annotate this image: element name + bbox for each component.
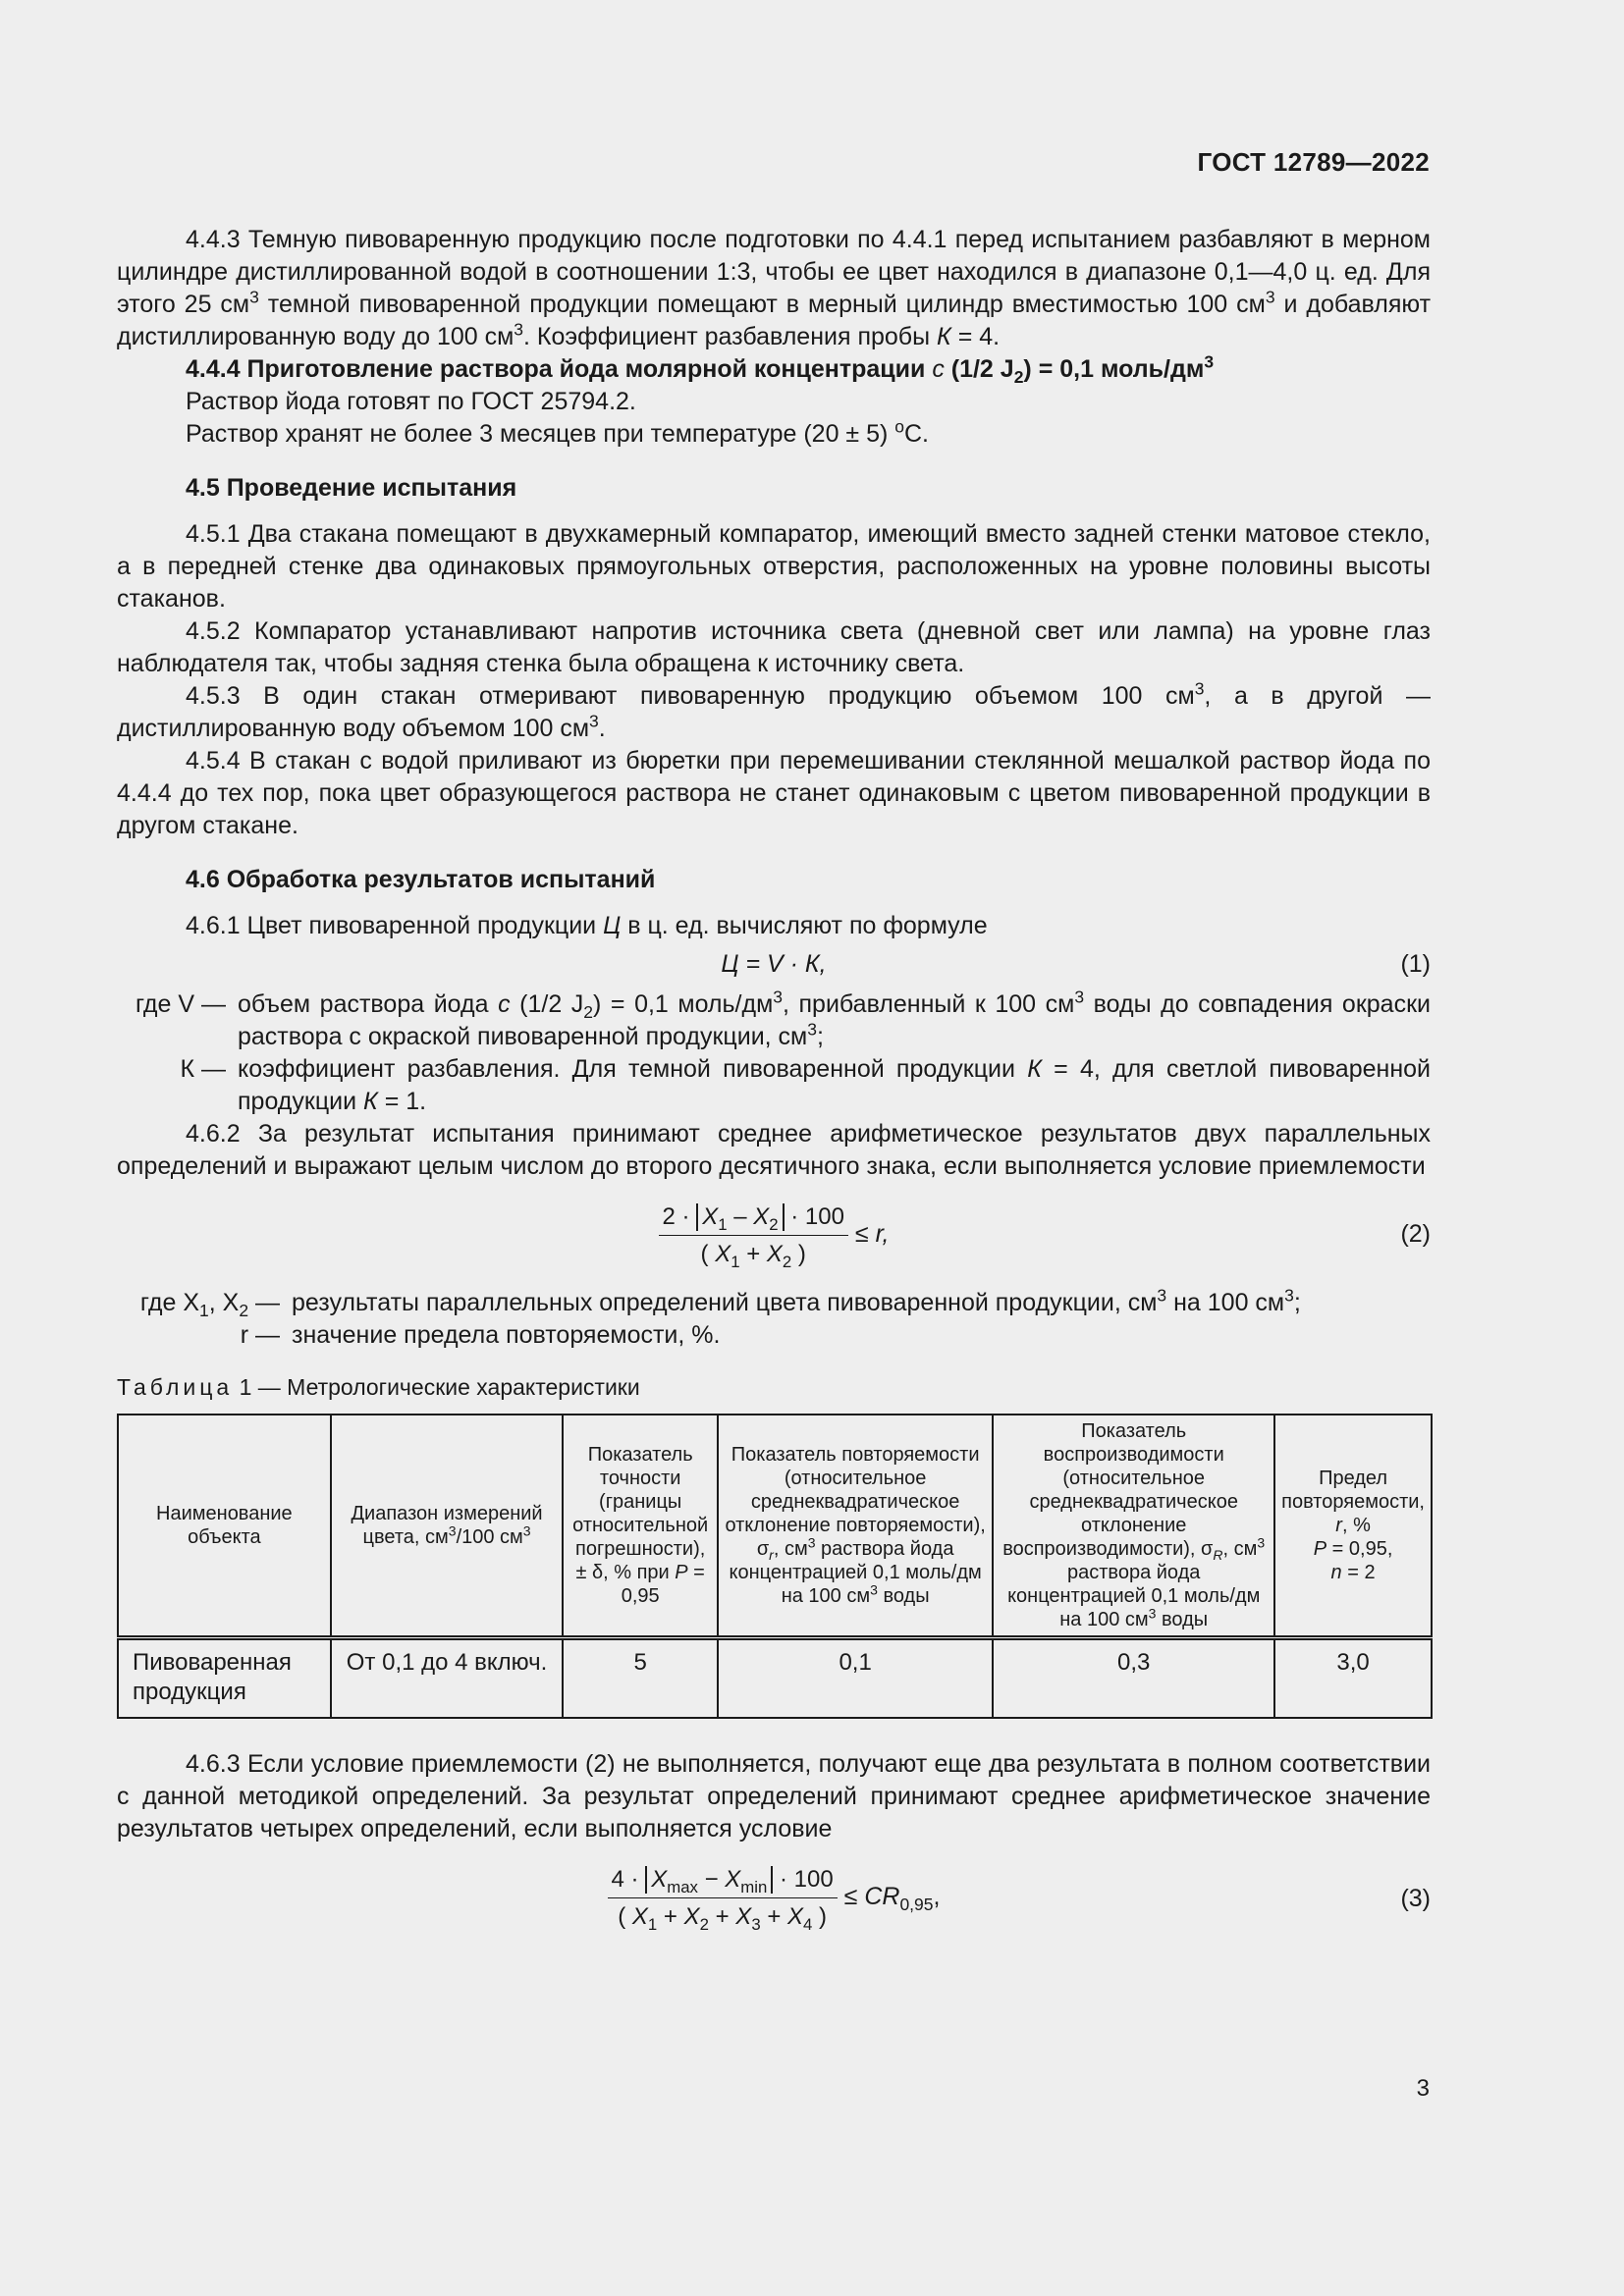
- para-4-6-1: 4.6.1 Цвет пивоваренной продукции Ц в ц. ед. вычисляют по формуле: [186, 912, 988, 939]
- where-desc-r: значение предела повторяемости, %.: [292, 1321, 721, 1349]
- formula-1: Ц = V · К, (1): [117, 948, 1431, 981]
- para-4-4-3: 4.4.3 Темную пивоваренную продукцию после подготовки по 4.4.1 перед испытанием разбавляют в мерном цилиндре дистиллированной водой в соотношении 1:3, чтобы ее цвет находился в диапазоне 0,1—4,0 ц. ед. Для этого 25 $см^3$ темной пивоваренной продукции помещают в мерный цилиндр вместимостью 100 $см^3$ и добавляют дистиллированную воду до 100 $см^3$. Коэффициент разбавления пробы К = 4.: [117, 226, 1432, 350]
- table-row: [118, 1638, 1432, 1719]
- cell-repeatability: 0,1: [718, 1638, 993, 1719]
- para-4-6-2: 4.6.2 За результат испытания принимают среднее арифметическое результатов двух параллельных определений и выражают целым числом до второго десятичного знака, если выполняется условие приемлемости: [117, 1120, 1431, 1180]
- where-list-2: [117, 1287, 1431, 1352]
- doc-id-header: ГОСТ 12789—2022: [1197, 147, 1430, 177]
- para-4-4-4-2: Раствор хранят не более 3 месяцев при температуре (20 ± 5) $^о$С.: [186, 416, 929, 448]
- where-label-v: где V —: [135, 990, 226, 1018]
- cell-range: От 0,1 до 4 включ.: [331, 1638, 564, 1719]
- heading-4-4-4: 4.4.4 Приготовление раствора йода молярной концентрации с (1/2 $J_2) = 0,1$ моль/$дм^3$: [186, 351, 1215, 387]
- heading-4-5: 4.5 Проведение испытания: [186, 474, 517, 502]
- where-label-r: r —: [240, 1321, 280, 1349]
- col-header-repeatability-limit: Предел повторяемости, r, % P = 0,95, n = 2: [1274, 1415, 1432, 1638]
- metrology-table: [117, 1414, 1433, 1719]
- table-caption: Таблица 1 — Метрологические характеристики: [117, 1374, 640, 1400]
- abs-bars: $X_1 - X_2$: [696, 1203, 784, 1231]
- abs-bars: $X_{max} - X_{min}$: [645, 1866, 773, 1894]
- para-4-6-3: 4.6.3 Если условие приемлемости (2) не выполняется, получают еще два результата в полном соответствии с данной методикой определений. За результат определений принимают среднее арифметическое значение результатов четырех определений, если выполняется условие: [117, 1750, 1431, 1842]
- para-4-5-1: 4.5.1 Два стакана помещают в двухкамерный компаратор, имеющий вместо задней стенки матовое стекло, а в передней стенке два одинаковых прямоугольных отверстия, расположенных на уровне половины высоты стаканов.: [117, 520, 1431, 613]
- formula-2: $\frac{2 \cdot X_1 - X_2 \cdot 100}{( X_1 + X_2 )}$ ≤ r, (2): [117, 1201, 1431, 1269]
- where-desc-x: результаты параллельных определений цвета пивоваренной продукции, $см^3$ на 100 $см^3$;: [292, 1285, 1301, 1316]
- formula-3: $\frac{4 \cdot X_{max} - X_{min} \cdot 100}{( X_1 + X_2 + X_3 + X_4 )}$ ≤ $CR_{0,95}$, (3): [117, 1863, 1431, 1936]
- col-header-object: Наименование объекта: [118, 1415, 331, 1638]
- where-desc-v: объем раствора йода с (1/2 $J_2) = 0,1$ моль/$дм^3$, прибавленный к 100 $см^3$ воды до совпадения окраски раствора с окраской пивоваренной продукции, $см^3$;: [238, 987, 1431, 1050]
- table-header-row: [118, 1415, 1432, 1638]
- col-header-accuracy: Показатель точности (границы относительной погрешности), ± δ, % при P = 0,95: [563, 1415, 718, 1638]
- where-label-x: где $X_1$, $X_2$ —: [139, 1289, 280, 1320]
- col-header-range: Диапазон измерений цвета, $см^3/100$ $см^3$: [331, 1415, 564, 1638]
- para-4-5-2: 4.5.2 Компаратор устанавливают напротив источника света (дневной свет или лампа) на уровне глаз наблюдателя так, чтобы задняя стенка была обращена к источнику света.: [117, 617, 1431, 677]
- where-list-1: [117, 988, 1431, 1118]
- heading-4-6: 4.6 Обработка результатов испытаний: [186, 866, 656, 893]
- cell-reproducibility: 0,3: [993, 1638, 1274, 1719]
- page-number: 3: [1416, 2075, 1430, 2102]
- formula-1-number: (1): [1400, 950, 1431, 978]
- cell-object: Пивоваренная продукция: [118, 1638, 331, 1719]
- para-4-5-3: 4.5.3 В один стакан отмеривают пивоваренную продукцию объемом 100 $см^3$, а в другой — дистиллированную воду объемом 100 $см^3$.: [117, 678, 1431, 742]
- formula-3-number: (3): [1400, 1885, 1431, 1912]
- para-4-4-4-1: Раствор йода готовят по ГОСТ 25794.2.: [186, 388, 636, 415]
- formula-2-fraction: $\frac{2 \cdot X_1 - X_2 \cdot 100}{( X_1 + X_2 )}$: [659, 1201, 848, 1270]
- formula-2-number: (2): [1400, 1220, 1431, 1248]
- where-label-k: К —: [180, 1055, 226, 1083]
- col-header-repeatability: Показатель повторяемости (относительное среднеквадратическое отклонение повторяемости), $\sigma_r$, $см^3$ раствора йода концентрацией 0,1 моль/дм на 100 $см^3$ воды: [718, 1415, 993, 1638]
- formula-3-fraction: $\frac{4 \cdot X_{max} - X_{min} \cdot 100}{( X_1 + X_2 + X_3 + X_4 )}$: [608, 1863, 838, 1933]
- para-4-5-4: 4.5.4 В стакан с водой приливают из бюретки при перемешивании стеклянной мешалкой раствор йода по 4.4.4 до тех пор, пока цвет образующегося раствора не станет одинаковым с цветом пивоваренной продукции в другом стакане.: [117, 747, 1431, 839]
- page-content: [117, 224, 1431, 1936]
- cell-repeatability-limit: 3,0: [1274, 1638, 1432, 1719]
- where-desc-k: коэффициент разбавления. Для темной пивоваренной продукции К = 4, для светлой пивоваренной продукции К = 1.: [238, 1055, 1431, 1115]
- col-header-reproducibility: Показатель воспроизводимости (относительное среднеквадратическое отклонение воспроизводимости), $\sigma_R$, $см^3$ раствора йода концентрацией 0,1 моль/дм на 100 $см^3$ воды: [993, 1415, 1274, 1638]
- cell-accuracy: 5: [563, 1638, 718, 1719]
